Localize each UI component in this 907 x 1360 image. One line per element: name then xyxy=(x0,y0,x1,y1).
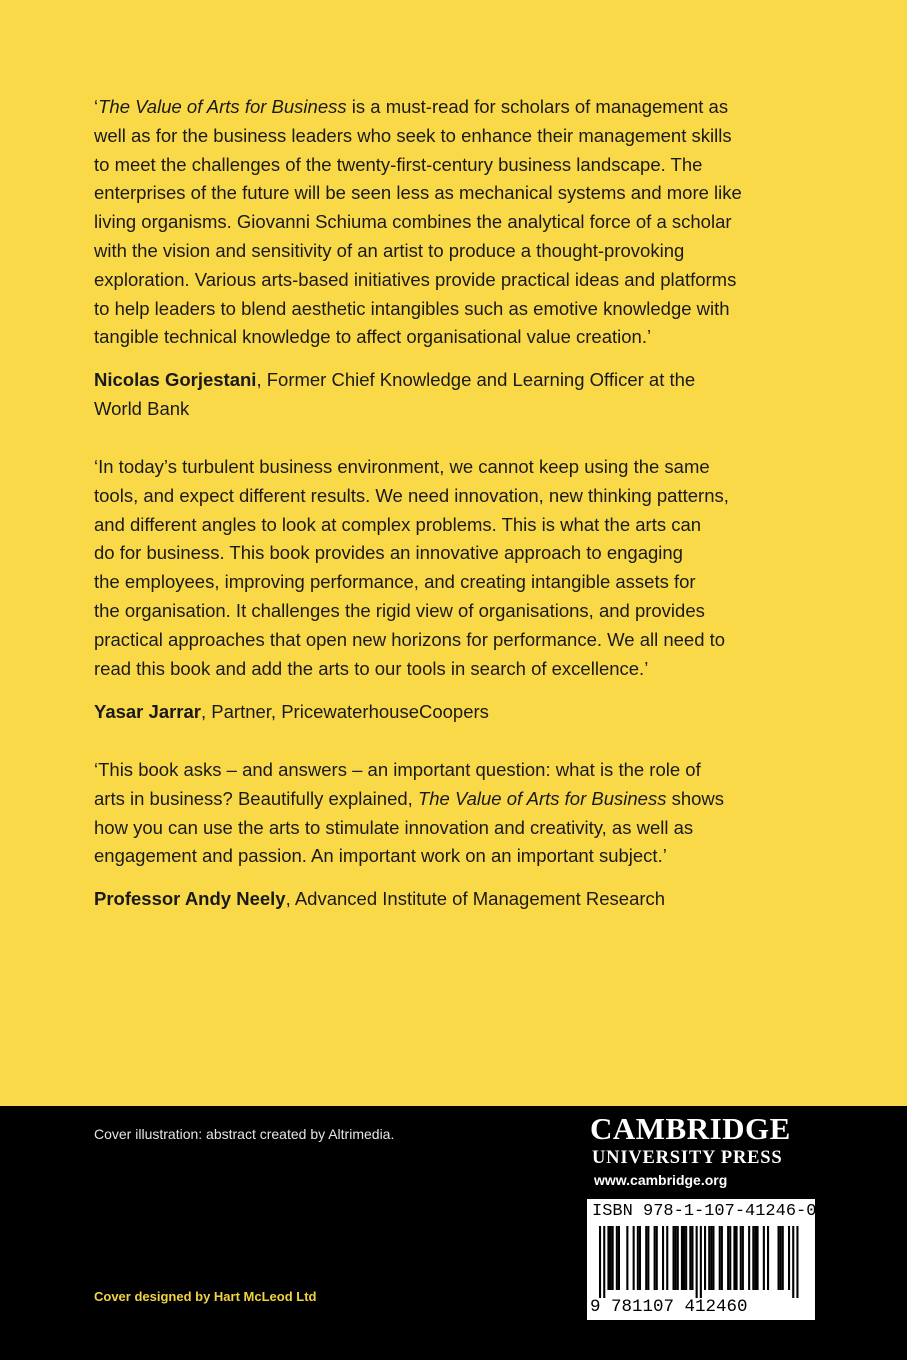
quote-2-affiliation: , Partner, PricewaterhouseCoopers xyxy=(201,701,489,722)
barcode-bar xyxy=(780,1226,782,1290)
quote-1 xyxy=(94,93,754,352)
quote-3-attribution xyxy=(94,885,754,914)
barcode-bar xyxy=(778,1226,780,1290)
barcode-bar xyxy=(767,1226,769,1290)
quote-2-line: read this book and add the arts to our tools in search of excellence.’ xyxy=(94,657,649,679)
barcode-bar xyxy=(696,1226,698,1298)
barcode-bar xyxy=(607,1226,609,1290)
quote-1-line: enterprises of the future will be seen less as mechanical systems and more like xyxy=(94,182,742,204)
barcode-bar xyxy=(752,1226,754,1290)
quote-2-line: do for business. This book provides an innovative approach to engaging xyxy=(94,542,683,564)
barcode-bar xyxy=(610,1226,612,1290)
quote-2-author: Yasar Jarrar xyxy=(94,701,201,722)
quote-1-line: with the vision and sensitivity of an artist to produce a thought-provoking xyxy=(94,239,685,261)
barcode-bar xyxy=(792,1226,794,1298)
barcode-bar xyxy=(639,1226,641,1290)
quote-3-line: arts in business? Beautifully explained, The Value of Arts for Business shows xyxy=(94,787,725,809)
barcode-bar xyxy=(796,1226,798,1298)
quote-3-line: how you can use the arts to stimulate innovation and creativity, as well as xyxy=(94,816,694,838)
barcode-bar xyxy=(710,1226,712,1290)
quote-2-attribution xyxy=(94,698,754,727)
barcode-bar xyxy=(656,1226,658,1290)
isbn-label: ISBN 978-1-107-41246-0 xyxy=(592,1202,817,1221)
barcode-bar xyxy=(704,1226,706,1290)
barcode-bar xyxy=(647,1226,649,1290)
barcode-bar xyxy=(740,1226,742,1290)
quote-3-line: engagement and passion. An important work on an important subject.’ xyxy=(94,845,667,867)
barcode-bar xyxy=(637,1226,639,1290)
quote-1-attribution xyxy=(94,366,754,424)
barcode-bar xyxy=(788,1226,790,1290)
barcode-bar xyxy=(729,1226,731,1290)
barcode-bar xyxy=(685,1226,687,1290)
quote-2-line: the employees, improving performance, and creating intangible assets for xyxy=(94,571,696,593)
barcode-bar xyxy=(727,1226,729,1290)
barcode-bar xyxy=(757,1226,759,1290)
quote-1-line: to help leaders to blend aesthetic intangibles such as emotive knowledge with xyxy=(94,297,730,319)
barcode-bar xyxy=(733,1226,735,1290)
quote-1-line: to meet the challenges of the twenty-first-century business landscape. The xyxy=(94,153,703,175)
book-title: The Value of Arts for Business xyxy=(98,96,347,117)
quote-1-line: well as for the business leaders who seek to enhance their management skills xyxy=(94,124,732,146)
barcode-bar xyxy=(616,1226,618,1290)
barcode-bar xyxy=(612,1226,614,1290)
barcode-bar xyxy=(599,1226,601,1298)
barcode-bar xyxy=(748,1226,750,1290)
barcode-bar xyxy=(673,1226,675,1290)
quote-1-affiliation: , Former Chief Knowledge and Learning Officer at the xyxy=(256,369,696,390)
barcode-bar xyxy=(603,1226,605,1298)
barcode-icon xyxy=(599,1226,809,1298)
quote-1-line: tangible technical knowledge to affect organisational value creation.’ xyxy=(94,326,652,348)
barcode-bar xyxy=(677,1226,679,1290)
barcode-bar xyxy=(712,1226,714,1290)
barcode-bar xyxy=(683,1226,685,1290)
barcode-bar xyxy=(721,1226,723,1290)
barcode-bar xyxy=(708,1226,710,1290)
quote-3 xyxy=(94,756,754,871)
quote-2 xyxy=(94,453,754,683)
quote-2-line: practical approaches that open new horizons for performance. We all need to xyxy=(94,628,726,650)
publisher-url: www.cambridge.org xyxy=(594,1172,728,1188)
quote-2-line: ‘In today’s turbulent business environment, we cannot keep using the same xyxy=(94,456,710,477)
cover-illustration-credit: Cover illustration: abstract created by Altrimedia. xyxy=(94,1126,395,1142)
quote-2-line: the organisation. It challenges the rigid view of organisations, and provides xyxy=(94,599,705,621)
barcode-bar xyxy=(719,1226,721,1290)
ean-digits: 9 781107 412460 xyxy=(590,1297,748,1317)
quote-2-line: and different angles to look at complex problems. This is what the arts can xyxy=(94,513,702,535)
barcode-bar xyxy=(675,1226,677,1290)
barcode-bar xyxy=(763,1226,765,1290)
barcode-bar xyxy=(681,1226,683,1290)
quote-2-line: tools, and expect different results. We need innovation, new thinking patterns, xyxy=(94,484,729,506)
barcode-bar xyxy=(633,1226,635,1290)
quote-1-affiliation-cont: World Bank xyxy=(94,397,190,419)
barcode-bar xyxy=(626,1226,628,1290)
barcode-bar xyxy=(662,1226,664,1290)
barcode-bar xyxy=(645,1226,647,1290)
quote-3-affiliation: , Advanced Institute of Management Research xyxy=(285,888,666,909)
quote-1-line: living organisms. Giovanni Schiuma combines the analytical force of a scholar xyxy=(94,211,732,233)
quote-3-line: ‘This book asks – and answers – an important question: what is the role of xyxy=(94,759,701,780)
barcode-bar xyxy=(754,1226,756,1290)
barcode-bar xyxy=(654,1226,656,1290)
quote-3-author: Professor Andy Neely xyxy=(94,888,286,909)
barcode-bar xyxy=(736,1226,738,1290)
barcode-bar xyxy=(700,1226,702,1298)
barcode-bar xyxy=(689,1226,691,1290)
barcode-bar xyxy=(666,1226,668,1290)
barcode-bar xyxy=(691,1226,693,1290)
quote-1-line: exploration. Various arts-based initiatives provide practical ideas and platforms xyxy=(94,268,737,290)
quote-1-line: ‘The Value of Arts for Business is a must-read for scholars of management as xyxy=(94,96,729,117)
book-title: The Value of Arts for Business xyxy=(417,787,667,809)
barcode-bar xyxy=(782,1226,784,1290)
publisher-logo-subtitle: UNIVERSITY PRESS xyxy=(592,1148,783,1168)
publisher-logo-name: CAMBRIDGE xyxy=(590,1111,791,1146)
quote-1-author: Nicolas Gorjestani xyxy=(94,369,257,390)
barcode-bar xyxy=(742,1226,744,1290)
cover-designer-credit: Cover designed by Hart McLeod Ltd xyxy=(94,1289,317,1304)
barcode-bar xyxy=(618,1226,620,1290)
